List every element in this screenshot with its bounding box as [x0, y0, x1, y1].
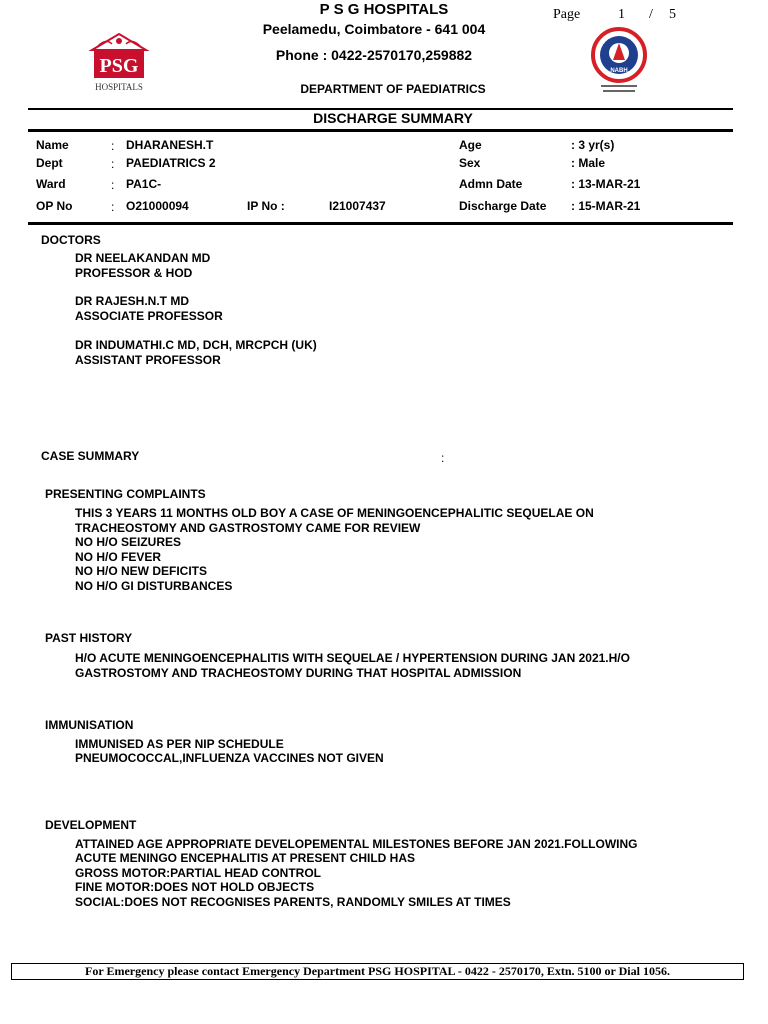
discharge-summary-title: DISCHARGE SUMMARY — [313, 110, 473, 126]
ward-value: PA1C- — [126, 177, 162, 191]
dept-value: PAEDIATRICS 2 — [126, 156, 216, 170]
doctor-role: PROFESSOR & HOD — [75, 266, 193, 280]
title-rule — [28, 129, 733, 132]
page-current: 1 — [618, 7, 625, 22]
doctors-heading: DOCTORS — [41, 233, 101, 247]
name-colon: : — [111, 139, 115, 153]
development-line: GROSS MOTOR:PARTIAL HEAD CONTROL — [75, 866, 321, 880]
complaint-line: NO H/O NEW DEFICITS — [75, 564, 207, 578]
complaint-line: TRACHEOSTOMY AND GASTROSTOMY CAME FOR REVIEW — [75, 521, 421, 535]
ward-label: Ward — [36, 177, 66, 191]
sex-value: : Male — [571, 156, 606, 170]
doctor-name: DR INDUMATHI.C MD, DCH, MRCPCH (UK) — [75, 338, 317, 352]
info-rule — [28, 222, 733, 225]
development-line: ATTAINED AGE APPROPRIATE DEVELOPEMENTAL MILESTONES BEFORE JAN 2021.FOLLOWING — [75, 837, 638, 851]
presenting-complaints-heading: PRESENTING COMPLAINTS — [45, 487, 206, 501]
emergency-contact-footer: For Emergency please contact Emergency Department PSG HOSPITAL - 0422 - 2570170, Extn. 5100 or Dial 1056. — [11, 963, 744, 980]
department-title: DEPARTMENT OF PAEDIATRICS — [300, 82, 486, 96]
logo-subtext: HOSPITALS — [95, 82, 143, 92]
admn-date-label: Admn Date — [459, 177, 523, 191]
immunisation-heading: IMMUNISATION — [45, 718, 134, 732]
hospital-name: P S G HOSPITALS — [319, 1, 449, 18]
name-label: Name — [36, 138, 69, 152]
dept-colon: : — [111, 157, 115, 171]
immunisation-line: IMMUNISED AS PER NIP SCHEDULE — [75, 737, 284, 751]
development-line: FINE MOTOR:DOES NOT HOLD OBJECTS — [75, 880, 315, 894]
ip-value: I21007437 — [329, 199, 386, 213]
discharge-date-value: : 15-MAR-21 — [571, 199, 641, 213]
immunisation-line: PNEUMOCOCCAL,INFLUENZA VACCINES NOT GIVEN — [75, 751, 384, 765]
ward-colon: : — [111, 178, 115, 192]
doctor-role: ASSISTANT PROFESSOR — [75, 353, 221, 367]
past-history-line: GASTROSTOMY AND TRACHEOSTOMY DURING THAT HOSPITAL ADMISSION — [75, 666, 522, 680]
age-value: : 3 yr(s) — [571, 138, 615, 152]
ip-label: IP No : — [247, 199, 285, 213]
doctor-role: ASSOCIATE PROFESSOR — [75, 309, 223, 323]
doctor-name: DR RAJESH.N.T MD — [75, 294, 190, 308]
discharge-date-label: Discharge Date — [459, 199, 547, 213]
page-total: 5 — [669, 7, 676, 22]
seal-text: NABH — [610, 68, 628, 74]
op-label: OP No — [36, 199, 73, 213]
past-history-line: H/O ACUTE MENINGOENCEPHALITIS WITH SEQUELAE / HYPERTENSION DURING JAN 2021.H/O — [75, 651, 630, 665]
sex-label: Sex — [459, 156, 481, 170]
nabh-accreditation-seal — [591, 27, 647, 95]
doctor-name: DR NEELAKANDAN MD — [75, 251, 211, 265]
hospital-address: Peelamedu, Coimbatore - 641 004 — [262, 21, 486, 37]
age-label: Age — [459, 138, 482, 152]
past-history-heading: PAST HISTORY — [45, 631, 133, 645]
name-value: DHARANESH.T — [126, 138, 214, 152]
op-colon: : — [111, 200, 115, 214]
page-label: Page — [553, 7, 581, 22]
op-value: O21000094 — [126, 199, 189, 213]
logo-text: PSG — [99, 55, 139, 77]
admn-date-value: : 13-MAR-21 — [571, 177, 641, 191]
case-summary-heading: CASE SUMMARY — [41, 449, 140, 463]
development-heading: DEVELOPMENT — [45, 818, 137, 832]
page-separator: / — [649, 7, 653, 22]
development-line: SOCIAL:DOES NOT RECOGNISES PARENTS, RANDOMLY SMILES AT TIMES — [75, 895, 511, 909]
development-line: ACUTE MENINGO ENCEPHALITIS AT PRESENT CHILD HAS — [75, 851, 416, 865]
complaint-line: THIS 3 YEARS 11 MONTHS OLD BOY A CASE OF MENINGOENCEPHALITIC SEQUELAE ON — [75, 506, 594, 520]
complaint-line: NO H/O FEVER — [75, 550, 162, 564]
case-summary-colon: : — [441, 451, 445, 465]
complaint-line: NO H/O GI DISTURBANCES — [75, 579, 233, 593]
dept-label: Dept — [36, 156, 63, 170]
complaint-line: NO H/O SEIZURES — [75, 535, 182, 549]
hospital-phone: Phone : 0422-2570170,259882 — [275, 47, 473, 63]
